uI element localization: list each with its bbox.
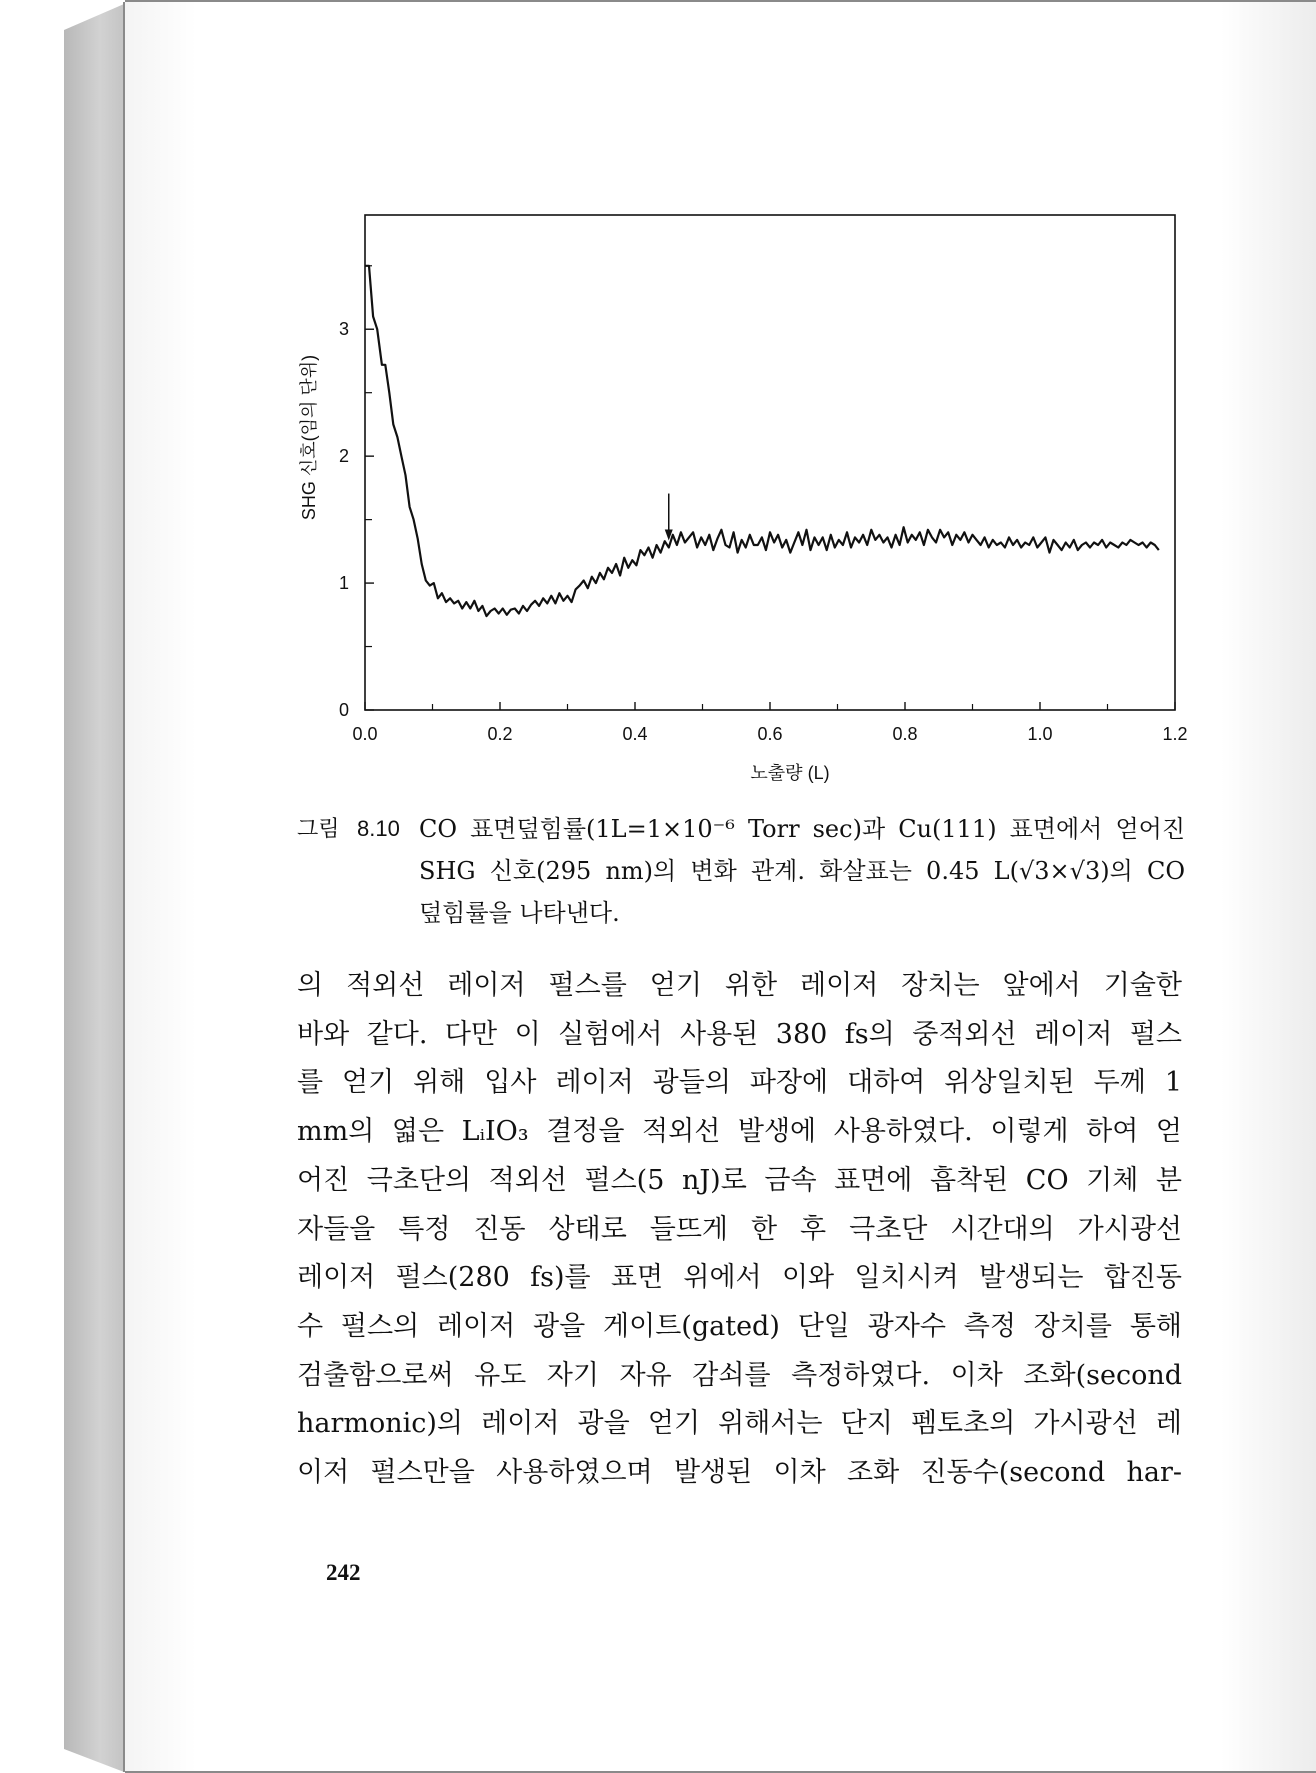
page-number: 242: [326, 1560, 361, 1585]
y-tick-label: 3: [338, 319, 349, 340]
caption-line: SHG 신호(295 nm)의 변화 관계. 화살표는 0.45 L(√3×√3)의 CO: [419, 857, 1185, 885]
body-line: 수 펄스의 레이저 광을 게이트(gated) 단일 광자수 측정 장치를 통해: [297, 1310, 1182, 1342]
y-tick-label: 1: [338, 573, 349, 594]
caption-text: [419, 808, 1185, 934]
body-line: mm의 엷은 LᵢIO₃ 결정을 적외선 발생에 사용하였다. 이렇게 하여 얻: [297, 1116, 1182, 1148]
body-line: 를 얻기 위해 입사 레이저 광들의 파장에 대하여 위상일치된 두께 1: [297, 1067, 1182, 1099]
x-tick-label: 1.0: [1027, 724, 1053, 744]
body-line: 어진 극초단의 적외선 펄스(5 nJ)로 금속 표면에 흡착된 CO 기체 분: [297, 1164, 1182, 1196]
x-tick-label: 0.8: [892, 724, 918, 744]
body-line: 검출함으로써 유도 자기 자유 감쇠를 측정하였다. 이차 조화(second: [297, 1359, 1182, 1391]
x-tick-label: 0.2: [487, 724, 513, 744]
x-tick-label: 0.4: [622, 724, 648, 744]
shg-signal-line: [365, 266, 1159, 616]
book-spine-edge: [64, 4, 124, 1772]
body-line: 바와 같다. 다만 이 실험에서 사용된 380 fs의 중적외선 레이저 펄스: [297, 1018, 1182, 1050]
body-line: 레이저 펄스(280 fs)를 표면 위에서 이와 일치시켜 발생되는 합진동: [297, 1262, 1182, 1294]
x-tick-label: 0.6: [757, 724, 783, 744]
shg-chart: [280, 205, 1200, 805]
body-line: 자들을 특정 진동 상태로 들뜨게 한 후 극초단 시간대의 가시광선: [297, 1213, 1182, 1245]
body-line: harmonic)의 레이저 광을 얻기 위해서는 단지 펨토초의 가시광선 레: [297, 1408, 1182, 1440]
x-axis-label: 노출량 (L): [750, 763, 830, 783]
body-line: 의 적외선 레이저 펄스를 얻기 위한 레이저 장치는 앞에서 기술한: [297, 970, 1182, 1001]
plot-frame: [365, 215, 1175, 710]
y-tick-label: 0: [338, 700, 349, 720]
y-axis-label: SHG 신호(임의 단위): [299, 354, 319, 521]
y-tick-label: 2: [338, 446, 349, 467]
body-line: 이저 펄스만을 사용하였으며 발생된 이차 조화 진동수(second har-: [297, 1457, 1182, 1489]
caption-line: 덮힘률을 나타낸다.: [419, 899, 620, 927]
x-tick-label: 1.2: [1162, 724, 1188, 744]
caption-number: 8.10: [357, 816, 400, 841]
caption-label: 그림: [297, 816, 340, 841]
x-tick-label: 0.0: [352, 724, 378, 744]
caption-line: CO 표면덮힘률(1L=1×10⁻⁶ Torr sec)과 Cu(111) 표면에서 얻어진: [419, 815, 1185, 843]
body-paragraph: [297, 962, 1182, 1498]
chart-plot: [280, 205, 1200, 805]
